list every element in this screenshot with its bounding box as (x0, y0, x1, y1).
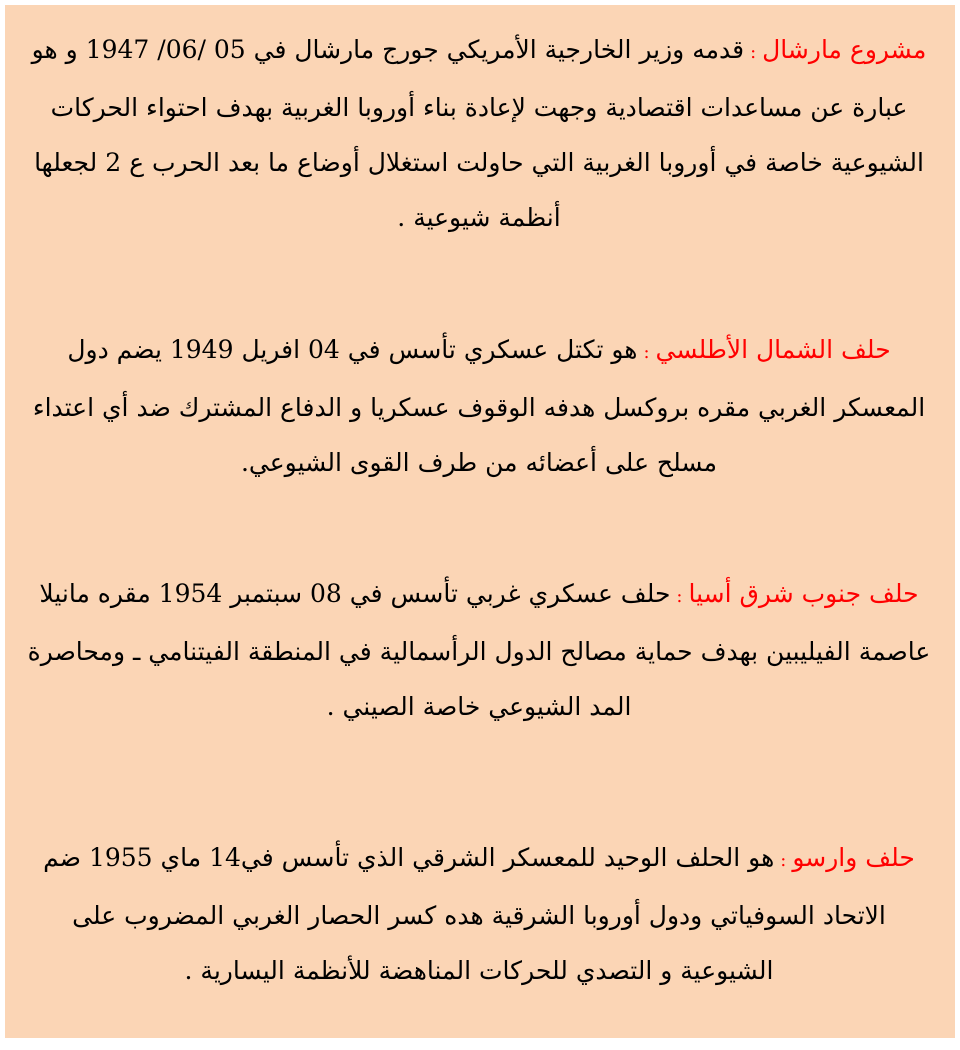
entry-definition: حلف عسكري غربي تأسس في 08 سبتمبر 1954 مقره مانيلا عاصمة الفيليبين بهدف حماية مصالح الدول الرأسمالية في المنطقة الفيتنامي ـ ومحاصرة المد الشيوعي خاصة الصيني . (27, 579, 931, 721)
entry-definition: هو الحلف الوحيد للمعسكر الشرقي الذي تأسس في14 ماي 1955 ضم الاتحاد السوفياتي ودول أوروبا الشرقية هده كسر الحصار الغربي المضروب على الشيوعية و التصدي للحركات المناهضة للأنظمة اليسارية . (43, 843, 886, 985)
entry-definition: قدمه وزير الخارجية الأمريكي جورج مارشال في 05 /06/ 1947 و هو عبارة عن مساعدات اقتصادية وجهت لإعادة بناء أوروبا الغربية بهدف احتواء الحركات الشيوعية خاصة في أوروبا الغربية التي حاولت استغلال أوضاع ما بعد الحرب ع 2 لجعلها أنظمة شيوعية . (31, 35, 924, 232)
entry-separator: : (780, 850, 787, 871)
entry-separator: : (750, 42, 757, 63)
entry-term: حلف وارسو (792, 843, 915, 872)
entry-term: حلف جنوب شرق أسيا (688, 579, 919, 608)
entry-nato (25, 322, 933, 490)
entry-separator: : (676, 586, 683, 607)
entry-separator: : (643, 342, 650, 363)
entry-warsaw-pact (25, 830, 933, 998)
entry-marshall-plan (25, 22, 933, 245)
entry-definition: هو تكتل عسكري تأسس في 04 افريل 1949 يضم دول المعسكر الغربي مقره بروكسل هدفه الوقوف عسكريا و الدفاع المشترك ضد أي اعتداء مسلح على أعضائه من طرف القوى الشيوعي. (32, 335, 926, 477)
entry-term: مشروع مارشال (762, 35, 927, 64)
entry-term: حلف الشمال الأطلسي (655, 335, 891, 364)
entry-seato (25, 566, 933, 734)
document-page (5, 5, 955, 1038)
